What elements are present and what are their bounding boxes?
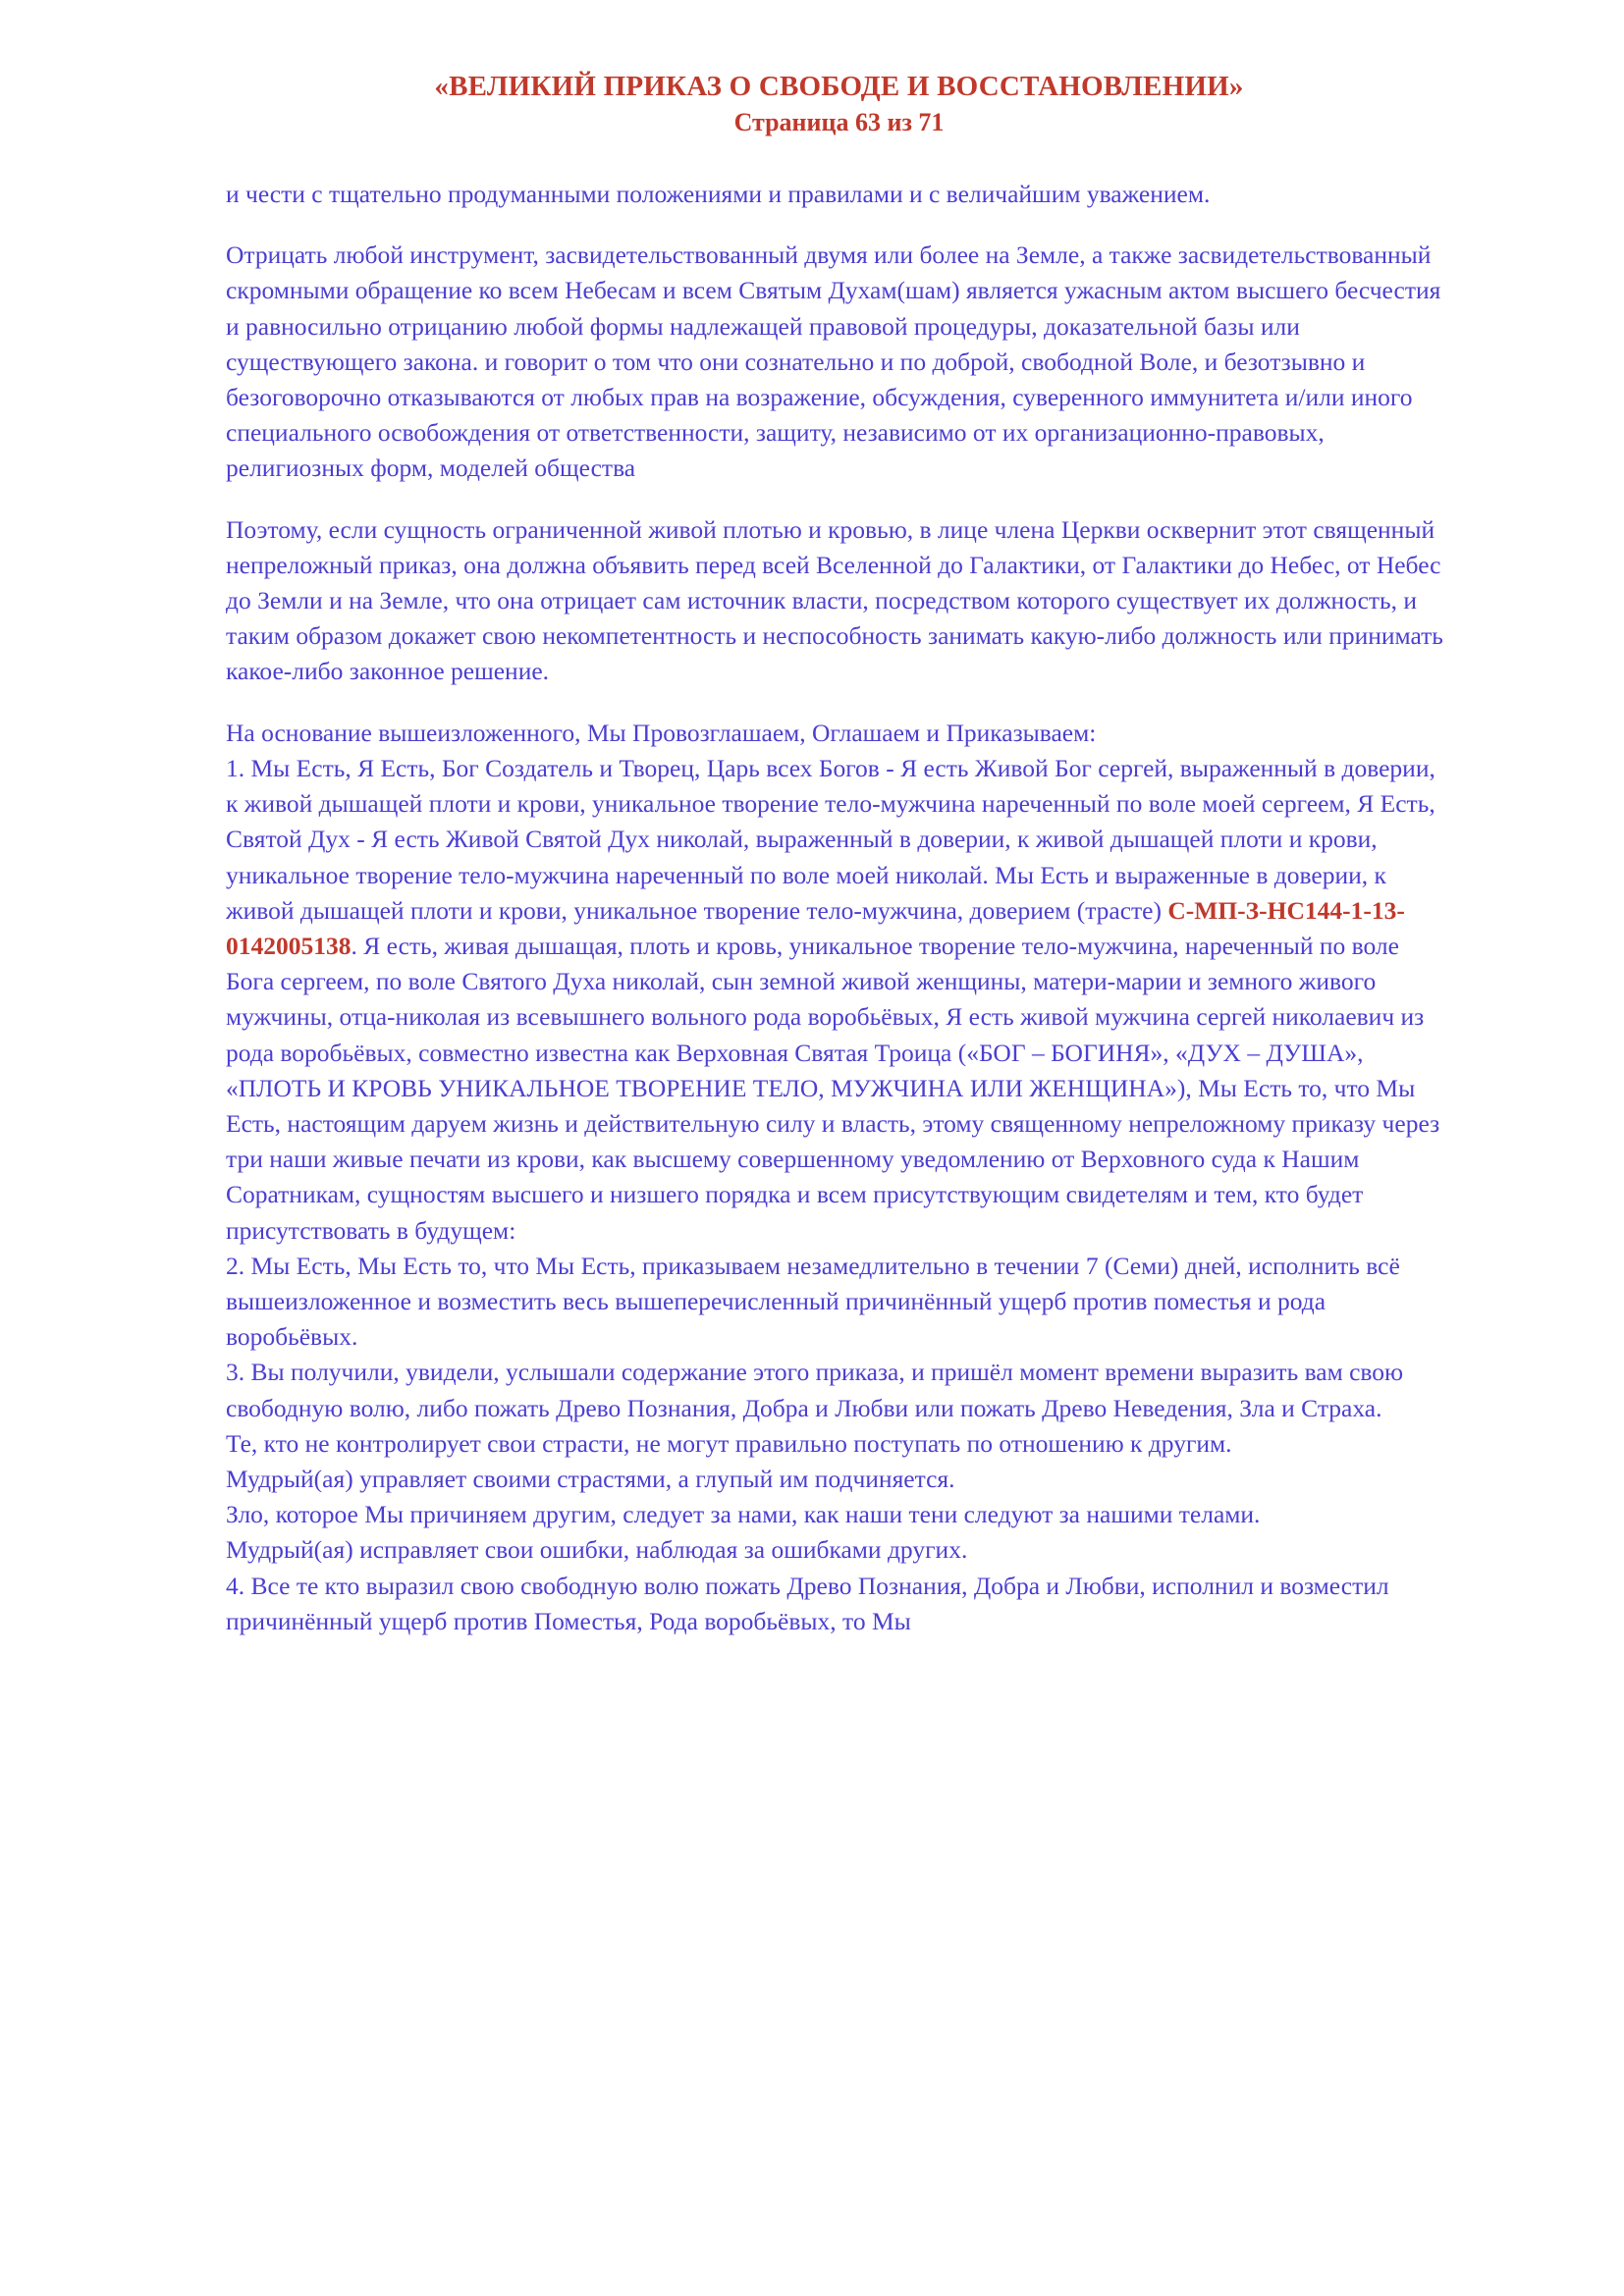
trust-code: C-МП-З-НС144-1-13-0142005138 bbox=[226, 895, 1405, 960]
page-header bbox=[226, 69, 1452, 139]
paragraph-church-member-warning: Поэтому, если сущность ограниченной живой плотью и кровью, в лице члена Церкви осквернит этот священный непреложный приказ, она должна объявить перед всей Вселенной до Галактики, от Галактики до Небес, от Небес до Земли и на Земле, что она отрицает сам источник власти, посредством которого существует их должность, и таким образом докажет свою некомпетентность и неспособность занимать какую-либо должность или принимать какое-либо законное решение. bbox=[226, 514, 1443, 686]
proclamation-item-1 bbox=[226, 751, 1452, 1249]
item-1-text-part-a: 1. Мы Есть, Я Есть, Бог Создатель и Творец, Царь всех Богов - Я есть Живой Бог сергей, выраженный в доверии, к живой дышащей плоти и крови, уникальное творение тело-мужчина нареченный по воле моей сергеем, Я Есть, Святой Дух - Я есть Живой Святой Дух николай, выраженный в доверии, к живой дышащей плоти и крови, уникальное творение тело-мужчина нареченный по воле моей николай. Мы Есть и выраженные в доверии, к живой дышащей плоти и крови, уникальное творение тело-мужчина, доверием (трасте) bbox=[226, 753, 1435, 925]
proclamation-item-3: 3. Вы получили, увидели, услышали содержание этого приказа, и пришёл момент времени выразить вам свою свободную волю, либо пожать Древо Познания, Добра и Любви или пожать Древо Неведения, Зла и Страха. bbox=[226, 1358, 1404, 1422]
page-number-label: Страница 63 из 71 bbox=[733, 108, 945, 137]
proclamation-item-4: 4. Все те кто выразил свою свободную волю пожать Древо Познания, Добра и Любви, исполнил и возместил причинённый ущерб против Поместья, Рода воробьёвых, то Мы bbox=[226, 1571, 1389, 1635]
maxim-line-1: Те, кто не контролирует свои страсти, не могут правильно поступать по отношению к другим. bbox=[226, 1428, 1232, 1458]
maxim-line-2: Мудрый(ая) управляет своими страстями, а глупый им подчиняется. bbox=[226, 1464, 955, 1493]
document-body bbox=[226, 177, 1452, 1639]
maxim-line-3: Зло, которое Мы причиняем другим, следует за нами, как наши тени следуют за нашими телами. bbox=[226, 1500, 1261, 1529]
maxim-line-4: Мудрый(ая) исправляет свои ошибки, наблюдая за ошибками других. bbox=[226, 1535, 968, 1565]
document-title: «ВЕЛИКИЙ ПРИКАЗ О СВОБОДЕ И ВОССТАНОВЛЕНИИ» bbox=[434, 71, 1244, 102]
proclamation-lead-in: На основание вышеизложенного, Мы Провозглашаем, Оглашаем и Приказываем: bbox=[226, 718, 1097, 747]
proclamation-item-2: 2. Мы Есть, Мы Есть то, что Мы Есть, приказываем незамедлительно в течении 7 (Семи) дней, исполнить всё вышеизложенное и возместить весь вышеперечисленный причинённый ущерб против поместья и рода воробьёвых. bbox=[226, 1251, 1400, 1352]
paragraph-denial-of-instrument: Отрицать любой инструмент, засвидетельствованный двумя или более на Земле, а также засвидетельствованный скромными обращение ко всем Небесам и всем Святым Духам(шам) является ужасным актом высшего бесчестия и равносильно отрицанию любой формы надлежащей правовой процедуры, доказательной базы или существующего закона. и говорит о том что они сознательно и по доброй, свободной Воле, и безотзывно и безоговорочно отказываются от любых прав на возражение, обсуждения, суверенного иммунитета и/или иного специального освобождения от ответственности, защиту, независимо от их организационно-правовых, религиозных форм, моделей общества bbox=[226, 240, 1441, 483]
proclamation-block bbox=[226, 716, 1452, 1639]
paragraph-continuation: и чести с тщательно продуманными положениями и правилами и с величайшим уважением. bbox=[226, 180, 1211, 209]
item-1-text-part-b: . Я есть, живая дышащая, плоть и кровь, уникальное творение тело-мужчина, нареченный по воле Бога сергеем, по воле Святого Духа николай, сын земной живой женщины, матери-марии и земного живого мужчины, отца-николая из всевышнего вольного рода воробьёвых, Я есть живой мужчина сергей николаевич из рода воробьёвых, совместно известна как Верховная Святая Троица («БОГ – БОГИНЯ», «ДУХ – ДУША», «ПЛОТЬ И КРОВЬ УНИКАЛЬНОЕ ТВОРЕНИЕ ТЕЛО, МУЖЧИНА ИЛИ ЖЕНЩИНА»), Мы Есть то, что Мы Есть, настоящим даруем жизнь и действительную силу и власть, этому священному непреложному приказу через три наши живые печати из крови, как высшему совершенному уведомлению от Верховного суда к Нашим Соратникам, сущностям высшего и низшего порядка и всем присутствующим свидетелям и тем, кто будет присутствовать в будущем: bbox=[226, 931, 1440, 1245]
